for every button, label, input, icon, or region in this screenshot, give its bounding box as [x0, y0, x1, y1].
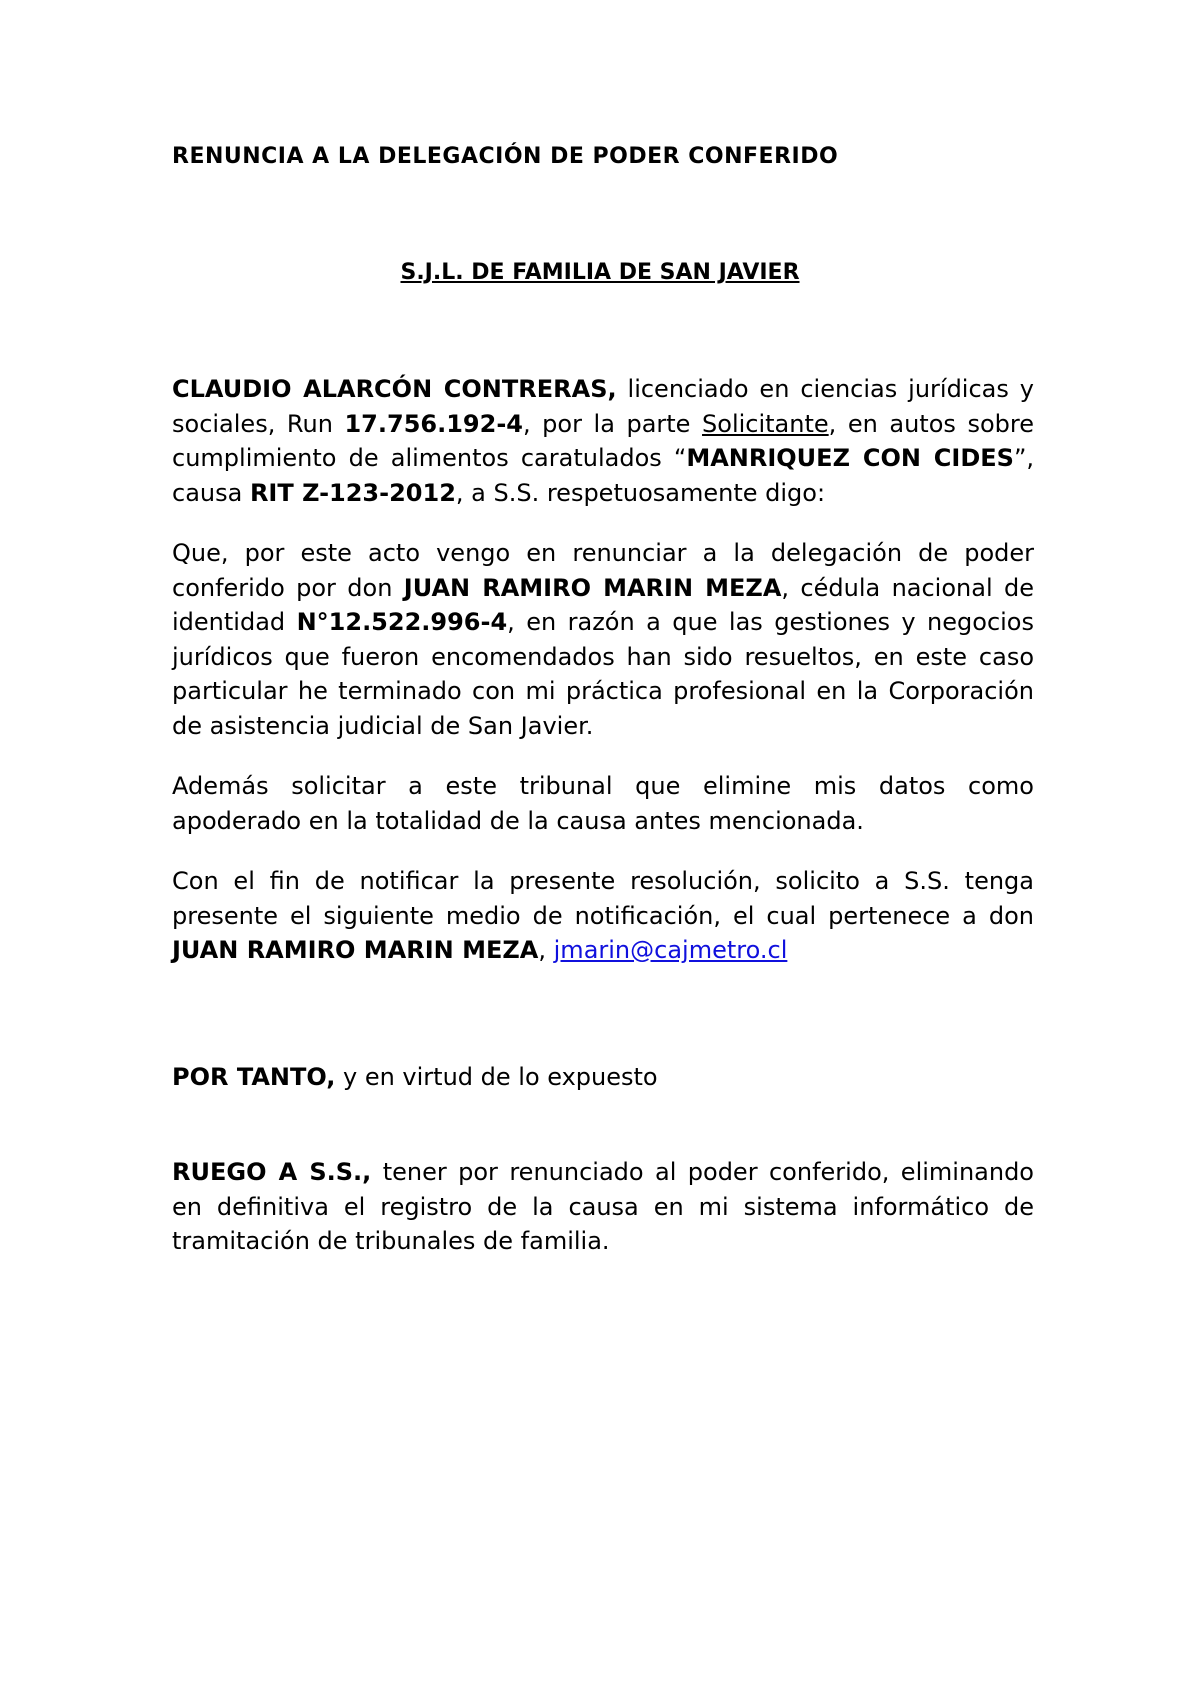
por-tanto-lead: POR TANTO, [172, 1063, 336, 1091]
paragraph-renunciation: Que, por este acto vengo en renunciar a la delegación de poder conferido por don JUAN RAMIRO MARIN MEZA, cédula nacional de identidad N°12.522.996-4, en razón a que las gestiones y negocios jurídicos que fueron encomendados han sido resueltos, en este caso particular he terminado con mi práctica profesional en la Corporación de asistencia judicial de San Javier. [172, 539, 1034, 740]
client-name-notification: JUAN RAMIRO MARIN MEZA [172, 936, 539, 964]
paragraph-data-removal: Además solicitar a este tribunal que elimine mis datos como apoderado en la totalidad de la causa antes mencionada. [172, 772, 1034, 835]
client-name: JUAN RAMIRO MARIN MEZA [403, 573, 782, 602]
party-role: Solicitante [702, 409, 829, 438]
rit-number: RIT Z-123-2012 [249, 478, 456, 507]
document-body [172, 372, 1034, 994]
lawyer-name: CLAUDIO ALARCÓN CONTRERAS, [172, 375, 617, 403]
court-heading: S.J.L. DE FAMILIA DE SAN JAVIER [400, 260, 800, 285]
run-number: 17.756.192-4 [344, 409, 523, 438]
email-link[interactable]: jmarin@cajmetro.cl [553, 936, 788, 964]
document-title: RENUNCIA A LA DELEGACIÓN DE PODER CONFERIDO [172, 144, 839, 169]
paragraph-introduction: CLAUDIO ALARCÓN CONTRERAS, licenciado en ciencias jurídicas y sociales, Run 17.756.192-4, por la parte Solicitante, en autos sobre cumplimiento de alimentos caratulados “MANRIQUEZ CON CIDES”, causa RIT Z-123-2012, a S.S. respetuosamente digo: [172, 375, 1034, 507]
client-id-number: N°12.522.996-4 [296, 608, 508, 636]
case-name: MANRIQUEZ CON CIDES [686, 444, 1014, 472]
paragraph-notification: Con el fin de notificar la presente resolución, solicito a S.S. tenga presente el siguiente medio de notificación, el cual pertenece a don JUAN RAMIRO MARIN MEZA, jmarin@cajmetro.cl [172, 867, 1034, 964]
ruego-lead: RUEGO A S.S., [172, 1158, 372, 1186]
paragraph-ruego: RUEGO A S.S., tener por renunciado al poder conferido, eliminando en definitiva el registro de la causa en mi sistema informático de tramitación de tribunales de familia. [172, 1158, 1034, 1255]
paragraph-por-tanto: POR TANTO, y en virtud de lo expuesto [172, 1063, 658, 1091]
